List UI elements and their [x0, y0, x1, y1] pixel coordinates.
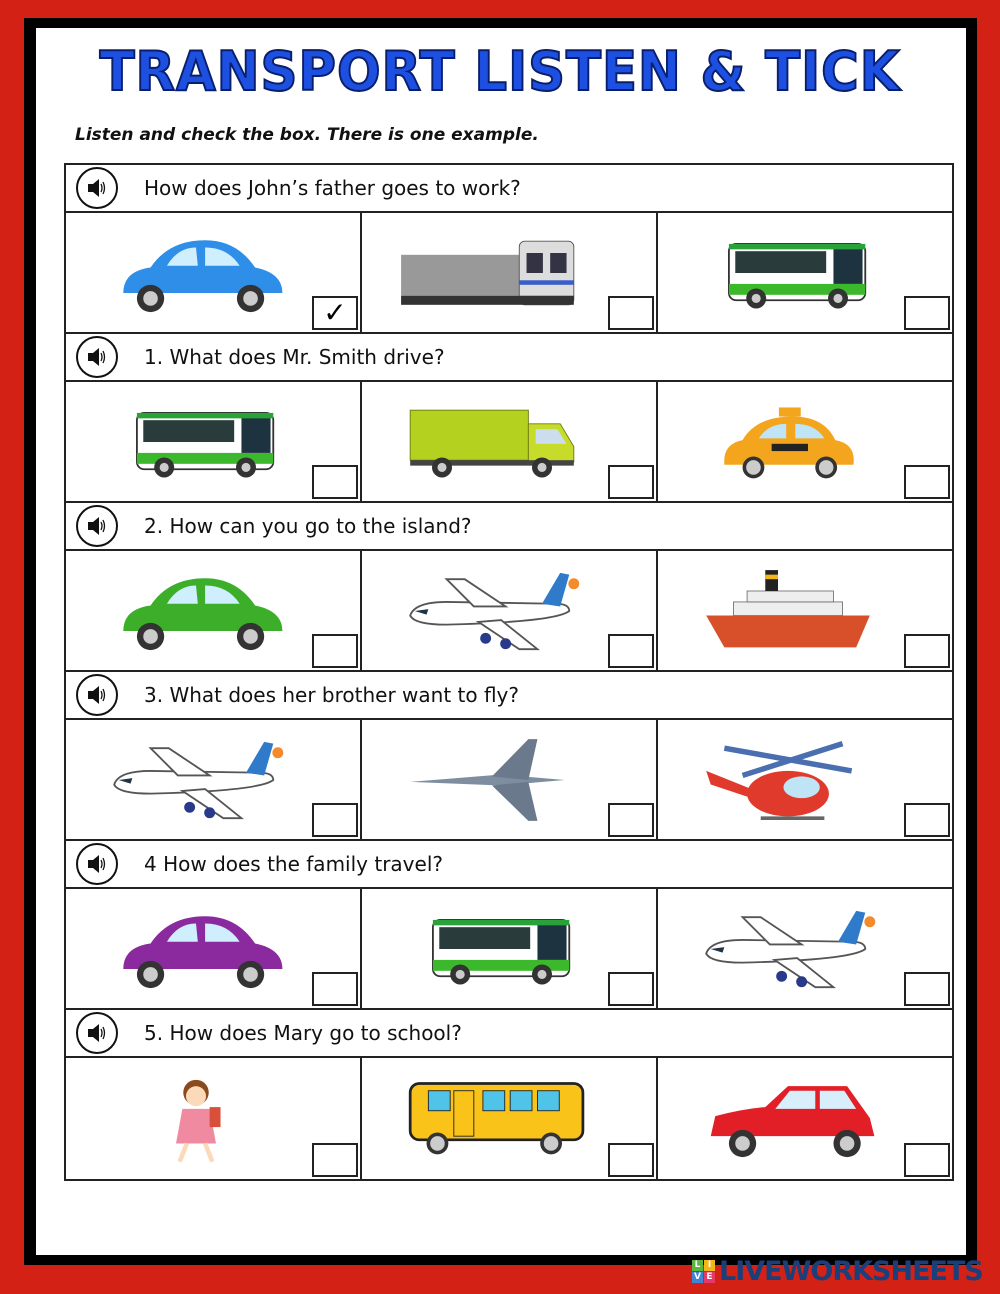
blue-car-icon	[96, 223, 296, 323]
answer-option	[362, 213, 658, 332]
school-bus-icon	[392, 1068, 592, 1168]
speaker-icon	[86, 177, 108, 199]
answer-options-row	[66, 720, 952, 841]
check-mark: ✓	[323, 296, 347, 329]
question-row	[66, 334, 952, 382]
logo-letter: I	[704, 1260, 715, 1271]
question-text: How does John’s father goes to work?	[144, 176, 521, 200]
purple-car-icon	[96, 899, 296, 999]
logo-text: LIVEWORKSHEETS	[719, 1256, 983, 1287]
question-row	[66, 672, 952, 720]
fighter-jet-icon	[392, 730, 592, 830]
answer-checkbox[interactable]	[904, 972, 950, 1006]
answer-checkbox[interactable]	[608, 465, 654, 499]
logo-letter: V	[692, 1272, 703, 1283]
question-table	[64, 163, 954, 1181]
answer-checkbox[interactable]	[608, 634, 654, 668]
answer-checkbox[interactable]	[904, 634, 950, 668]
worksheet-title: TRANSPORT LISTEN & TICK	[99, 40, 901, 103]
liveworksheets-logo	[692, 1256, 983, 1287]
speaker-icon	[86, 515, 108, 537]
taxi-icon	[688, 392, 888, 492]
answer-options-row	[66, 1058, 952, 1179]
answer-option	[66, 213, 362, 332]
answer-option	[658, 551, 952, 670]
question-row	[66, 165, 952, 213]
speaker-icon	[86, 684, 108, 706]
airplane-icon	[688, 899, 888, 999]
answer-option	[66, 720, 362, 839]
play-audio-button[interactable]	[76, 167, 118, 209]
answer-option	[66, 551, 362, 670]
truck-icon	[392, 392, 592, 492]
airplane-icon	[392, 561, 592, 661]
answer-checkbox[interactable]	[904, 465, 950, 499]
bus-icon	[688, 223, 888, 323]
play-audio-button[interactable]	[76, 505, 118, 547]
answer-checkbox[interactable]	[312, 296, 358, 330]
walking-girl-icon	[96, 1068, 296, 1168]
speaker-icon	[86, 346, 108, 368]
answer-checkbox[interactable]	[312, 972, 358, 1006]
bus-icon	[96, 392, 296, 492]
question-row	[66, 503, 952, 551]
answer-option	[658, 382, 952, 501]
answer-option	[658, 889, 952, 1008]
answer-options-row	[66, 889, 952, 1010]
answer-checkbox[interactable]	[312, 465, 358, 499]
instructions: Listen and check the box. There is one example.	[75, 125, 539, 145]
answer-options-row	[66, 551, 952, 672]
answer-checkbox[interactable]	[904, 296, 950, 330]
airplane-icon	[96, 730, 296, 830]
answer-options-row	[66, 213, 952, 334]
answer-options-row	[66, 382, 952, 503]
answer-option	[362, 720, 658, 839]
answer-checkbox[interactable]	[312, 803, 358, 837]
logo-letter: E	[704, 1272, 715, 1283]
train-icon	[392, 223, 592, 323]
answer-checkbox[interactable]	[904, 1143, 950, 1177]
logo-icon	[692, 1260, 715, 1283]
answer-option	[66, 1058, 362, 1179]
answer-option	[658, 1058, 952, 1179]
speaker-icon	[86, 1022, 108, 1044]
play-audio-button[interactable]	[76, 336, 118, 378]
answer-checkbox[interactable]	[608, 296, 654, 330]
play-audio-button[interactable]	[76, 674, 118, 716]
question-row	[66, 841, 952, 889]
answer-checkbox[interactable]	[312, 1143, 358, 1177]
question-text: 2. How can you go to the island?	[144, 514, 472, 538]
answer-checkbox[interactable]	[608, 1143, 654, 1177]
question-row	[66, 1010, 952, 1058]
ship-icon	[688, 561, 888, 661]
answer-option	[362, 1058, 658, 1179]
question-text: 4 How does the family travel?	[144, 852, 443, 876]
question-text: 3. What does her brother want to fly?	[144, 683, 520, 707]
answer-option	[362, 889, 658, 1008]
answer-checkbox[interactable]	[608, 972, 654, 1006]
answer-checkbox[interactable]	[608, 803, 654, 837]
bus-icon	[392, 899, 592, 999]
answer-option	[66, 382, 362, 501]
answer-option	[362, 382, 658, 501]
answer-option	[658, 720, 952, 839]
red-car-icon	[688, 1068, 888, 1168]
play-audio-button[interactable]	[76, 1012, 118, 1054]
question-text: 1. What does Mr. Smith drive?	[144, 345, 445, 369]
answer-option	[658, 213, 952, 332]
answer-option	[66, 889, 362, 1008]
green-car-icon	[96, 561, 296, 661]
answer-checkbox[interactable]	[312, 634, 358, 668]
helicopter-icon	[688, 730, 888, 830]
question-text: 5. How does Mary go to school?	[144, 1021, 462, 1045]
answer-checkbox[interactable]	[904, 803, 950, 837]
answer-option	[362, 551, 658, 670]
play-audio-button[interactable]	[76, 843, 118, 885]
speaker-icon	[86, 853, 108, 875]
logo-letter: L	[692, 1260, 703, 1271]
